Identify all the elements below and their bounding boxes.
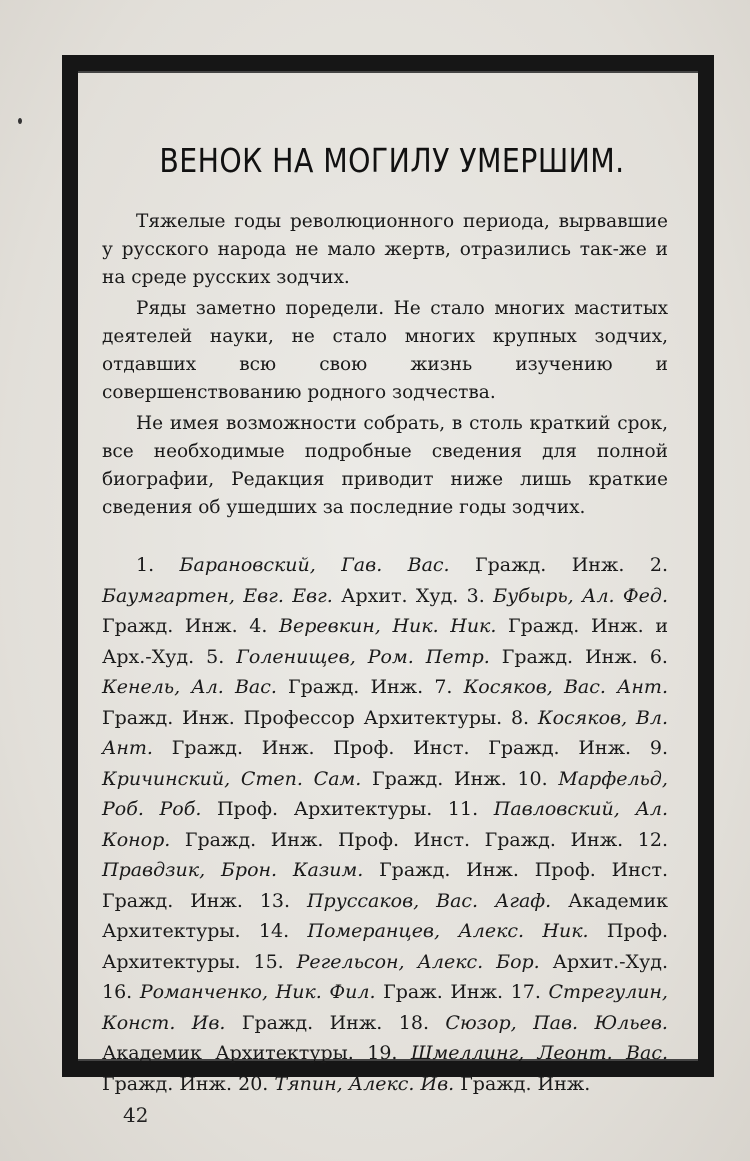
memorial-entry xyxy=(102,981,511,1003)
entry-title: Гражд. Инж. xyxy=(276,676,435,698)
entry-title: Архит.-Худ. xyxy=(539,950,668,973)
entry-number: 10. xyxy=(517,767,559,790)
entry-title: Гражд. Инж. Профессор Архитектуры. xyxy=(102,706,511,729)
entry-number: 12. xyxy=(637,828,668,851)
entry-number: 5. xyxy=(206,645,237,668)
entry-title: Гражд. Инж. xyxy=(102,1072,239,1095)
entry-title: Проф. Архитектуры. xyxy=(102,920,668,973)
entry-name: Барановский, Гав. Вас. xyxy=(179,554,450,576)
entry-name: Марфельд, Роб. Роб. xyxy=(102,767,668,820)
entry-number: 11. xyxy=(447,798,494,820)
memorial-entry xyxy=(238,1073,590,1095)
entry-name: Пруссаков, Вас. Агаф. xyxy=(306,889,552,912)
entry-number: 19. xyxy=(367,1042,411,1064)
entry-title: Академик Архитектуры. xyxy=(102,889,668,942)
page-number: 42 xyxy=(123,1103,149,1127)
entry-number: 16. xyxy=(102,981,140,1003)
entry-name: Шмеллинг, Леонт. Вас. xyxy=(410,1042,668,1064)
entry-title: Академик Архитектуры. xyxy=(102,1042,368,1064)
entry-name: Регельсон, Алекс. Бор. xyxy=(296,950,540,973)
memorial-list xyxy=(102,550,668,1099)
entry-name: Кенель, Ал. Вас. xyxy=(102,676,277,698)
entry-name: Павловский, Ал. Конор. xyxy=(102,798,668,851)
paragraph-1: Тяжелые годы революционного периода, вырвавшие у русского народа не мало жертв, отразились так-же и на среде русских зодчих. xyxy=(102,211,668,288)
entry-number: 18. xyxy=(398,1011,446,1034)
entry-name: Бубырь, Ал. Фед. xyxy=(493,584,668,607)
entry-title: Гражд. Инж. xyxy=(102,615,250,637)
entry-title: Проф. Архитектуры. xyxy=(201,798,448,820)
entry-title: Гражд. Инж. xyxy=(361,767,518,790)
entry-name: Тяпин, Алекс. Ив. xyxy=(274,1072,455,1095)
entry-number: 17. xyxy=(510,981,549,1003)
entry-title: Архит. Худ. xyxy=(332,584,467,607)
entry-title: Гражд. Инж. Проф. Инст. Гражд. Инж. xyxy=(102,859,668,912)
entry-name: Косяков, Вл. Ант. xyxy=(102,706,668,759)
entry-name: Сюзор, Пав. Юльев. xyxy=(445,1011,668,1034)
entry-number: 3. xyxy=(466,584,494,607)
memorial-entry xyxy=(206,646,650,668)
entry-title: Гражд. Инж. xyxy=(225,1011,399,1034)
entry-number: 8. xyxy=(510,706,538,729)
paragraph-3: Не имея возможности собрать, в столь краткий срок, все необходимые подробные сведения для полной биографии, Редакция приводит ниже лишь краткие сведения об ушедших за последние годы зодчих. xyxy=(102,413,668,518)
entry-number: 15. xyxy=(253,950,297,973)
entry-name: Голенищев, Ром. Петр. xyxy=(236,645,490,668)
entry-name: Косяков, Вас. Ант. xyxy=(463,676,668,698)
article-title: ВЕНОК НА МОГИЛУ УМЕРШИМ. xyxy=(159,141,625,180)
ink-speck xyxy=(18,118,22,124)
memorial-entry xyxy=(136,554,650,576)
entry-number: 7. xyxy=(434,676,464,698)
entry-title: Гражд. Инж. xyxy=(449,554,650,576)
entry-title: Гражд. Инж. Проф. Инст. Гражд. Инж. xyxy=(170,828,638,851)
entry-number: 2. xyxy=(649,554,668,576)
entry-number: 6. xyxy=(649,645,668,668)
entry-number: 9. xyxy=(649,737,668,759)
entry-name: Веревкин, Ник. Ник. xyxy=(279,615,497,637)
entry-name: Баумгартен, Евг. Евг. xyxy=(102,584,333,607)
memorial-entry xyxy=(253,951,668,973)
entry-title: Граж. Инж. xyxy=(375,981,511,1003)
article xyxy=(102,135,668,1099)
entry-number: 1. xyxy=(136,554,180,576)
entry-name: Правдзик, Брон. Казим. xyxy=(102,859,364,881)
entry-title: Гражд. Инж. и Арх.-Худ. xyxy=(102,615,668,668)
entry-title: Гражд. Инж. xyxy=(454,1072,591,1095)
entry-name: Романченко, Ник. Фил. xyxy=(139,981,376,1003)
entry-name: Стрегулин, Конст. Ив. xyxy=(102,981,668,1034)
entry-number: 20. xyxy=(238,1072,275,1095)
entry-title: Гражд. Инж. xyxy=(489,645,650,668)
entry-title: Гражд. Инж. Проф. Инст. Гражд. Инж. xyxy=(152,737,650,759)
entry-number: 4. xyxy=(249,615,280,637)
paragraph-2: Ряды заметно поредели. Не стало многих маститых деятелей науки, не стало многих крупных зодчих, отдавших всю свою жизнь изучению и совершенствованию родного зодчества. xyxy=(102,298,668,403)
entry-name: Померанцев, Алекс. Ник. xyxy=(307,920,589,942)
entry-number: 13. xyxy=(259,889,307,912)
entry-name: Кричинский, Степ. Сам. xyxy=(102,767,362,790)
entry-number: 14. xyxy=(258,920,308,942)
